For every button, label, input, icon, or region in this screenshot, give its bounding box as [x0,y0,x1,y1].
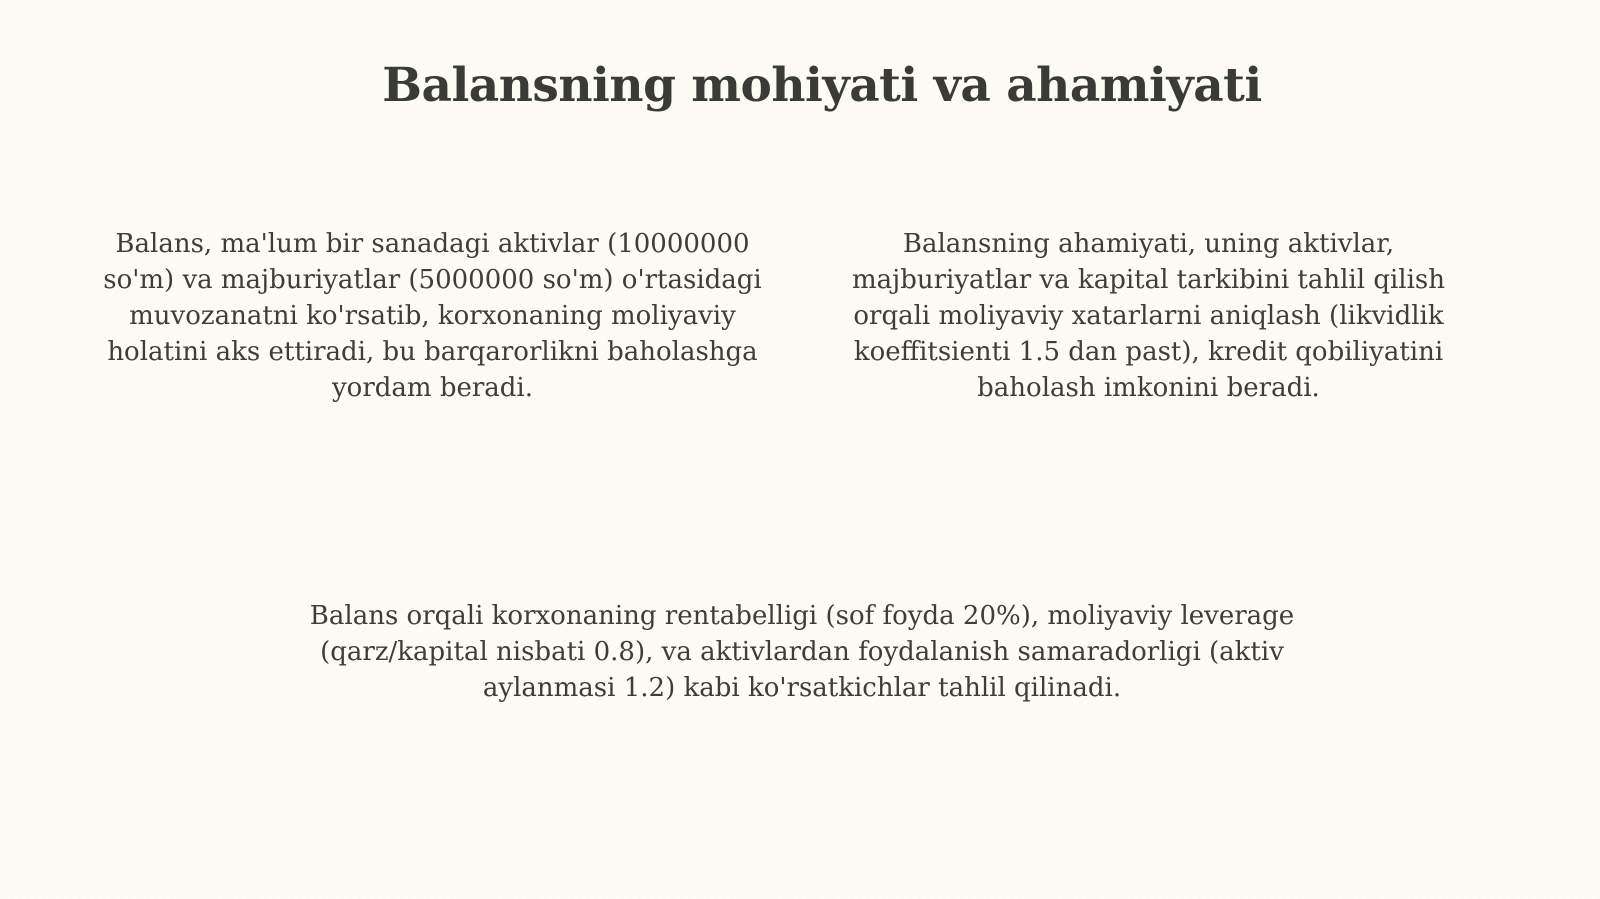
paragraph-balance-definition: Balans, ma'lum bir sanadagi aktivlar (10000000 so'm) va majburiyatlar (5000000 so'm) o'rtasidagi muvozanatni ko'rsatib, korxonaning moliyaviy holatini aks ettiradi, bu barqarorlikni baholashga yordam beradi. [103,229,762,403]
slide-title: Balansning mohiyati va ahamiyati [382,58,1262,113]
paragraph-balance-importance: Balansning ahamiyati, uning aktivlar, majburiyatlar va kapital tarkibini tahlil qilish orqali moliyaviy xatarlarni aniqlash (likvidlik koeffitsienti 1.5 dan past), kredit qobiliyatini baholash imkonini beradi. [851,229,1445,403]
paragraph-balance-indicators: Balans orqali korxonaning rentabelligi (sof foyda 20%), moliyaviy leverage (qarz/kapital nisbati 0.8), va aktivlardan foydalanish samaradorligi (aktiv aylanmasi 1.2) kabi ko'rsatkichlar tahlil qilinadi. [309,601,1295,703]
